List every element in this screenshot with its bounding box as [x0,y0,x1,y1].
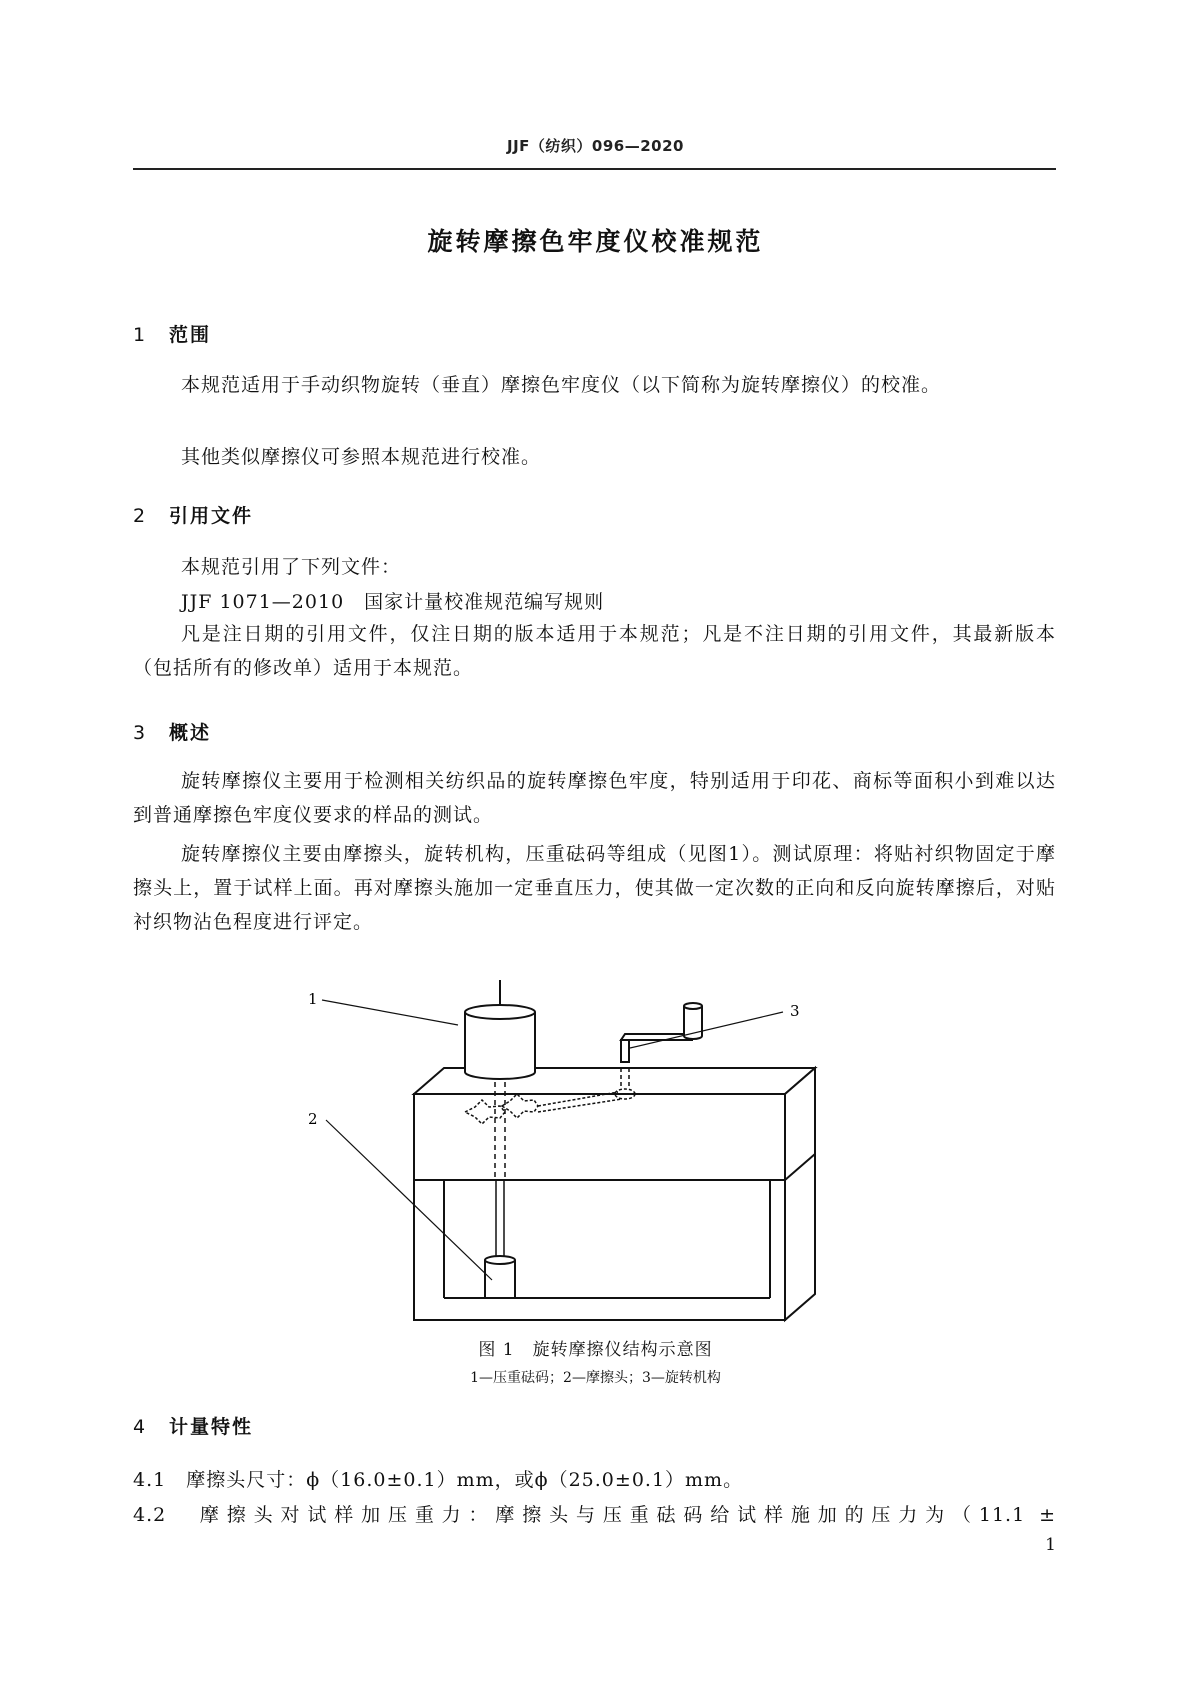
section-heading-1 [133,320,211,347]
paragraph: 本规范适用于手动织物旋转（垂直）摩擦色牢度仪（以下简称为旋转摩擦仪）的校准。 [181,374,942,396]
box-front-face [414,1094,785,1320]
paragraph: 凡是注日期的引用文件，仅注日期的版本适用于本规范；凡是不注日期的引用文件，其最新版本（包括所有的修改单）适用于本规范。 [133,623,1056,679]
box-right-face [785,1068,815,1320]
figure-caption: 图 1 旋转摩擦仪结构示意图 [478,1340,713,1360]
clause-4-2: 4.2 摩擦头对试样加压重力：摩擦头与压重砝码给试样施加的压力为（11.1 ± [133,1504,1056,1526]
section-title: 引用文件 [169,505,254,527]
section-number: 1 [133,324,148,346]
section-heading-4 [133,1412,253,1439]
figure-label-3: 3 [790,1002,800,1020]
header-rule [133,168,1056,170]
running-header: JJF（纺织）096—2020 [507,137,684,155]
section-title: 范围 [169,324,212,346]
figure-key: 1—压重砝码；2—摩擦头；3—旋转机构 [470,1370,721,1386]
section-heading-2 [133,501,253,528]
figure-1-diagram [300,960,900,1330]
figure-label-2: 2 [308,1110,318,1128]
document-title: 旋转摩擦色牢度仪校准规范 [427,227,764,256]
paragraph: 旋转摩擦仪主要由摩擦头，旋转机构，压重砝码等组成（见图1）。测试原理：将贴衬织物固定于摩擦头上，置于试样上面。再对摩擦头施加一定垂直压力，使其做一定次数的正向和反向旋转摩擦后，对贴衬织物沾色程度进行评定。 [133,843,1056,933]
weight-cylinder [465,980,535,1079]
crank-handle [621,1003,702,1062]
section-title: 计量特性 [169,1416,254,1438]
section-title: 概述 [169,722,212,744]
paragraph: 旋转摩擦仪主要用于检测相关纺织品的旋转摩擦色牢度，特别适用于印花、商标等面积小到难以达到普通摩擦色牢度仪要求的样品的测试。 [133,770,1056,826]
section-heading-3 [133,718,211,745]
section-number: 4 [133,1416,148,1438]
paragraph: 本规范引用了下列文件： [181,556,402,578]
figure-label-1: 1 [308,990,318,1008]
section-number: 2 [133,505,148,527]
section-number: 3 [133,722,148,744]
paragraph: 其他类似摩擦仪可参照本规范进行校准。 [181,446,542,468]
clause-4-1: 4.1 摩擦头尺寸：ϕ（16.0±0.1）mm，或ϕ（25.0±0.1）mm。 [133,1469,744,1491]
page-number: 1 [1045,1535,1056,1555]
reference-item: JJF 1071—2010 国家计量校准规范编写规则 [181,591,605,613]
